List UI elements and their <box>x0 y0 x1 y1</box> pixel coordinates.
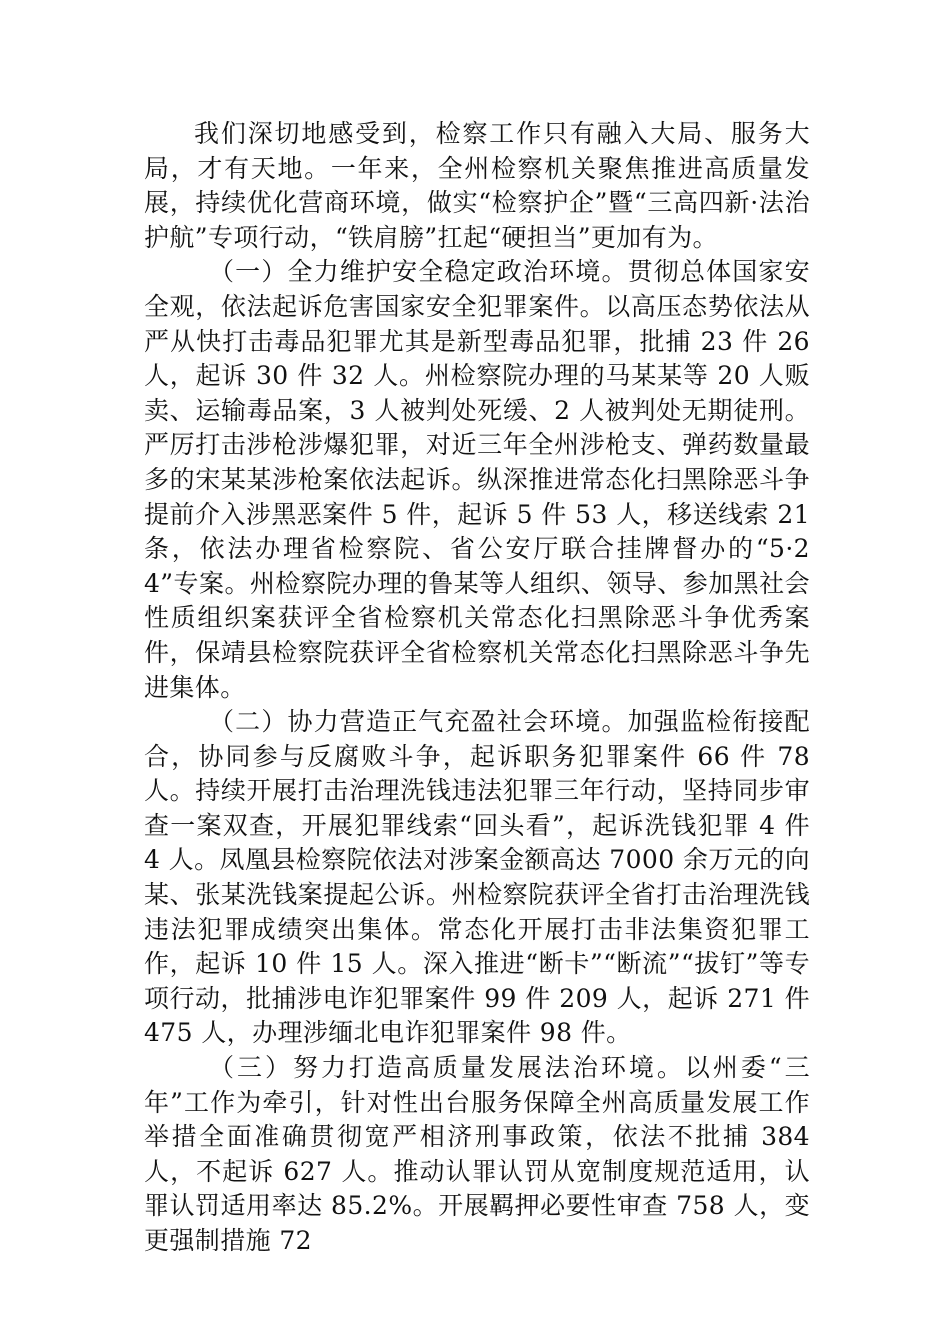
paragraph-section-2: （二）协力营造正气充盈社会环境。加强监检衔接配合，协同参与反腐败斗争，起诉职务犯罪案件 66 件 78 人。持续开展打击治理洗钱违法犯罪三年行动，坚持同步审查一案双查，开展犯罪线索“回头看”，起诉洗钱犯罪 4 件 4 人。凤凰县检察院依法对涉案金额高达 7000 余万元的向某、张某洗钱案提起公诉。州检察院获评全省打击治理洗钱违法犯罪成绩突出集体。常态化开展打击非法集资犯罪工作，起诉 10 件 15 人。深入推进“断卡”“断流”“拔钉”等专项行动，批捕涉电诈犯罪案件 99 件 209 人，起诉 271 件 475 人，办理涉缅北电诈犯罪案件 98 件。 <box>144 707 810 1048</box>
paragraph-section-3: （三）努力打造高质量发展法治环境。以州委“三年”工作为牵引，针对性出台服务保障全州高质量发展工作举措全面准确贯彻宽严相济刑事政策，依法不批捕 384 人，不起诉 627 人。推动认罪认罚从宽制度规范适用，认罪认罚适用率达 85.2%。开展羁押必要性审查 758 人，变更强制措施 72 <box>144 1053 810 1255</box>
paragraph-intro: 我们深切地感受到，检察工作只有融入大局、服务大局，才有天地。一年来，全州检察机关聚焦推进高质量发展，持续优化营商环境，做实“检察护企”暨“三高四新·法治护航”专项行动，“铁肩膀”扛起“硬担当”更加有为。 <box>144 119 810 252</box>
document-body <box>144 117 810 1259</box>
paragraph-section-1: （一）全力维护安全稳定政治环境。贯彻总体国家安全观，依法起诉危害国家安全犯罪案件。以高压态势依法从严从快打击毒品犯罪尤其是新型毒品犯罪，批捕 23 件 26 人，起诉 30 件 32 人。州检察院办理的马某某等 20 人贩卖、运输毒品案，3 人被判处死缓、2 人被判处无期徒刑。严厉打击涉枪涉爆犯罪，对近三年全州涉枪支、弹药数量最多的宋某某涉枪案依法起诉。纵深推进常态化扫黑除恶斗争提前介入涉黑恶案件 5 件，起诉 5 件 53 人，移送线索 21 条，依法办理省检察院、省公安厅联合挂牌督办的“5·24”专案。州检察院办理的鲁某等人组织、领导、参加黑社会性质组织案获评全省检察机关常态化扫黑除恶斗争优秀案件，保靖县检察院获评全省检察机关常态化扫黑除恶斗争先进集体。 <box>144 257 810 702</box>
